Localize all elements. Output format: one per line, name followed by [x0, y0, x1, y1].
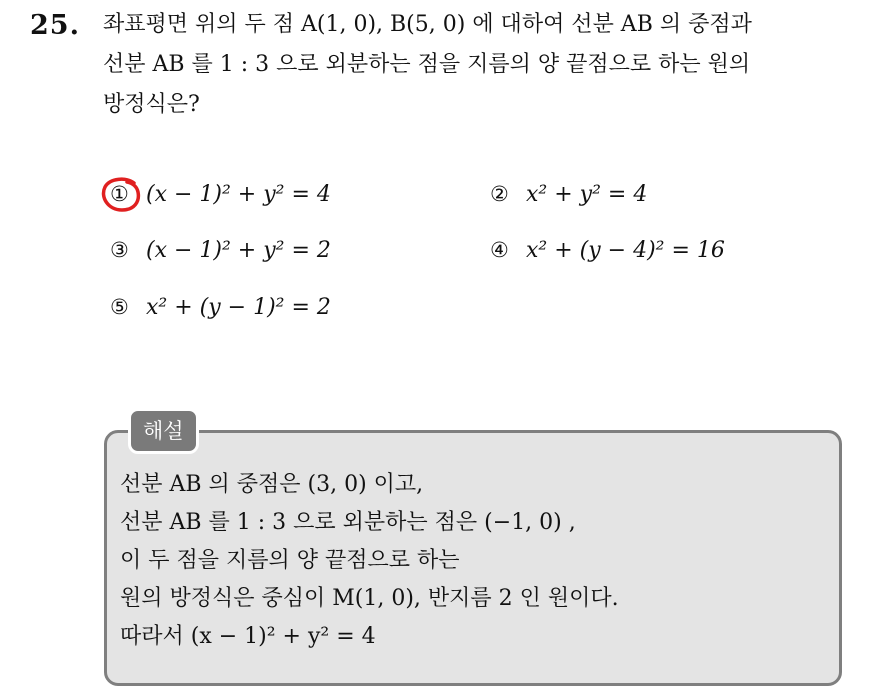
- choice-1-number: ①: [110, 182, 129, 206]
- choice-1[interactable]: [110, 184, 331, 206]
- choice-5[interactable]: [110, 297, 331, 319]
- choice-3[interactable]: [110, 240, 331, 262]
- solution-line-2: 선분 AB 를 1 : 3 으로 외분하는 점은 (−1, 0) ,: [120, 510, 576, 535]
- choice-5-expression: x² + (y − 1)² = 2: [146, 295, 331, 320]
- question-line-3: 방정식은?: [103, 92, 200, 117]
- solution-line-5: 따라서 (x − 1)² + y² = 4: [120, 624, 376, 649]
- solution-line-3: 이 두 점을 지름의 양 끝점으로 하는: [120, 548, 460, 573]
- choice-2[interactable]: [490, 184, 647, 206]
- choice-3-expression: (x − 1)² + y² = 2: [146, 238, 331, 263]
- solution-line-1: 선분 AB 의 중점은 (3, 0) 이고,: [120, 472, 424, 497]
- choice-4-expression: x² + (y − 4)² = 16: [526, 238, 725, 263]
- solution-tag: 해설: [128, 408, 199, 454]
- choice-2-expression: x² + y² = 4: [526, 182, 648, 207]
- solution-line-4: 원의 방정식은 중심이 M(1, 0), 반지름 2 인 원이다.: [120, 586, 619, 611]
- question-line-1: 좌표평면 위의 두 점 A(1, 0), B(5, 0) 에 대하여 선분 AB 의 중점과: [103, 12, 752, 37]
- choice-3-number: ③: [110, 238, 129, 262]
- choice-4-number: ④: [490, 238, 509, 262]
- choice-1-expression: (x − 1)² + y² = 4: [146, 182, 331, 207]
- choice-5-number: ⑤: [110, 295, 129, 319]
- question-line-2: 선분 AB 를 1 : 3 으로 외분하는 점을 지름의 양 끝점으로 하는 원의: [103, 52, 751, 77]
- question-number: 25.: [30, 10, 80, 41]
- choice-4[interactable]: [490, 240, 725, 262]
- choice-2-number: ②: [490, 182, 509, 206]
